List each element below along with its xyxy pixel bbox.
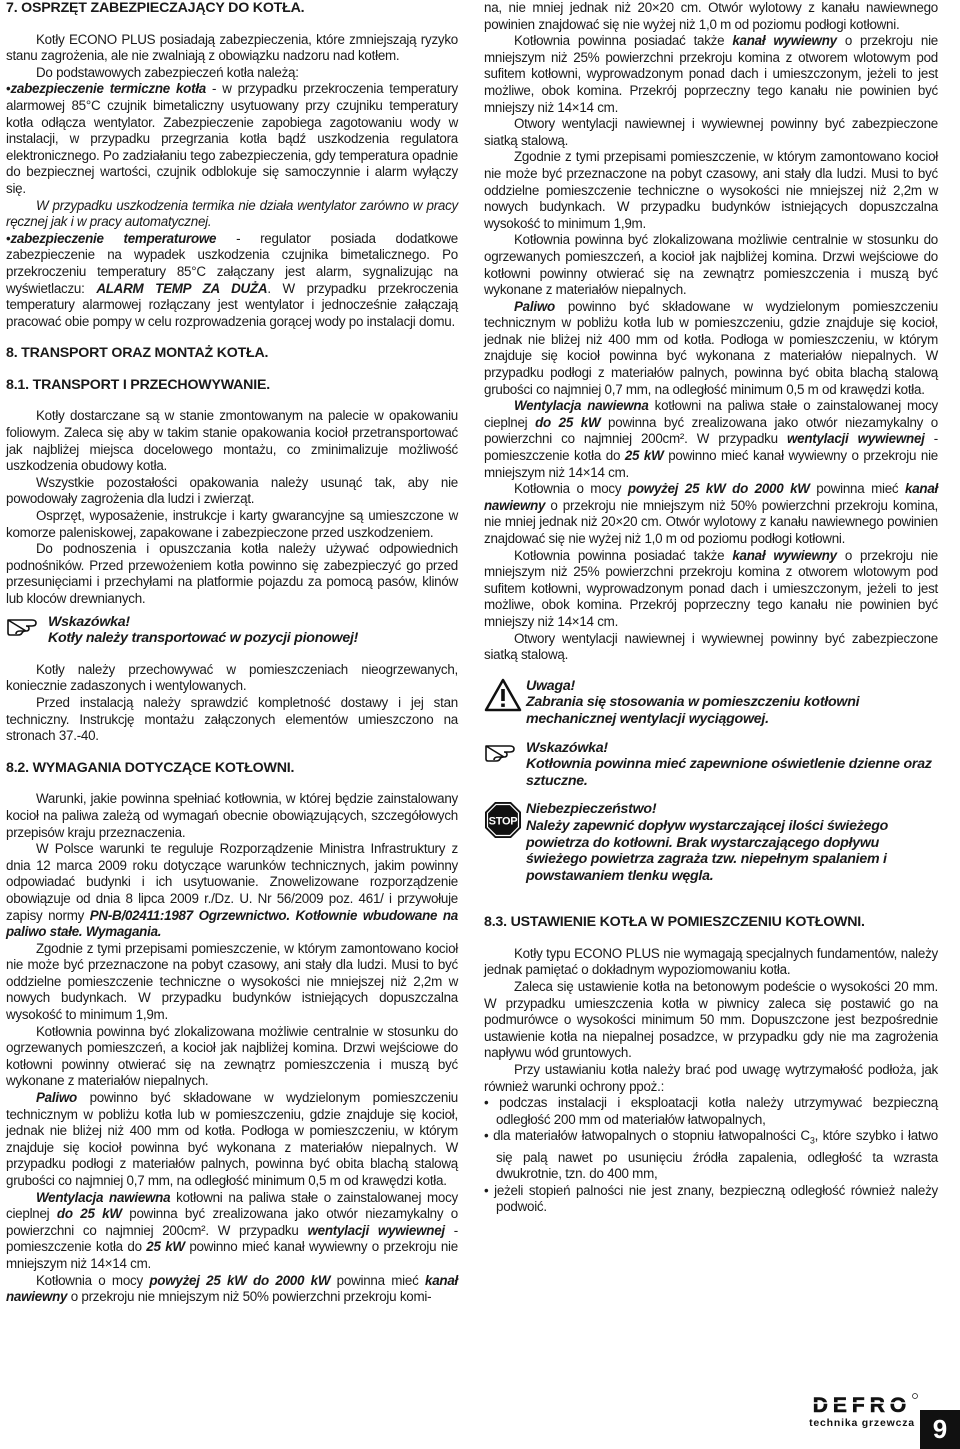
section-8-1-heading: 8.1. TRANSPORT I PRZECHOWYWANIE. bbox=[6, 376, 270, 393]
bold-italic-term: wentylacji wywiewnej bbox=[786, 431, 925, 447]
paragraph-fuel bbox=[484, 299, 938, 399]
bold-italic-term: 25 kW bbox=[624, 448, 664, 464]
tip-title: Wskazówka! bbox=[48, 613, 130, 630]
paragraph-power bbox=[484, 481, 938, 547]
danger-title: Niebezpieczeństwo! bbox=[526, 801, 657, 818]
page-number: 9 bbox=[920, 1410, 960, 1449]
text: powinno być składowane w wydzielonym pomieszczeniu technicznym w pobliżu kotła lub w pomieszczeniu, gdzie znajduje się kocioł, jednak nie bliżej niż 400 mm od kotła. Podłoga w pomieszczeniu, w którym znajduje się kocioł powinna być wykonana z materiałów niepalnych. W przypadku podłogi z materiałów palnych, powinna być obita blachą stalową grubości co najmniej 0,7 mm, na odległość minimum 0,5 m od krawędzi kotła. bbox=[6, 1090, 458, 1188]
paragraph: Kotły typu ECONO PLUS nie wymagają specjalnych fundamentów, należy jednak pamiętać o dokładnym wypoziomowaniu kotła. bbox=[484, 945, 938, 978]
text: o przekroju nie mniejszym niż 50% powierzchni przekroju komina, nie mniej jednak niż 20×20 cm. Otwór wylotowy z kanału nawiewnego powinien znajdować się nie wyżej niż 1,0 m od poziomu podłogi kotłowni. bbox=[484, 497, 938, 546]
left-column bbox=[6, 0, 458, 1306]
bold-italic-term: Wentylacja nawiewna bbox=[514, 398, 649, 414]
paragraph: Kotłownia powinna być zlokalizowana możliwie centralnie w stosunku do ogrzewanych pomieszczeń, a kocioł jak najbliżej komina. Drzwi wejściowe do kotłowni powinny otwierać się na zewnątrz pomieszczenia i muszą być wykonane z materiałów niepalnych. bbox=[484, 232, 938, 298]
tip-title: Wskazówka! bbox=[526, 739, 608, 756]
bold-italic-term: do 25 kW bbox=[56, 1206, 122, 1222]
alarm-message: ALARM TEMP ZA DUŻA bbox=[96, 280, 268, 296]
section-8-3-heading: 8.3. USTAWIENIE KOTŁA W POMIESZCZENIU KOTŁOWNI. bbox=[484, 914, 865, 931]
subscript: 3 bbox=[809, 1136, 815, 1147]
paragraph: Otwory wentylacji nawiewnej i wywiewnej powinny być zabezpieczone siatką stalową. bbox=[484, 630, 938, 663]
paragraph: Do podstawowych zabezpieczeń kotła należą: bbox=[36, 64, 299, 80]
text: powinna mieć bbox=[330, 1272, 425, 1288]
text: - pomieszczenie kotła do bbox=[6, 1222, 458, 1255]
paragraph-power bbox=[6, 1273, 458, 1306]
paragraph-ventilation bbox=[484, 398, 938, 481]
text: o przekroju nie mniejszym niż 50% powierzchni przekroju komi- bbox=[67, 1289, 432, 1305]
paragraph: Do podnoszenia i opuszczania kotła należy używać odpowiednich podnośników. Przed przewożeniem kotła powinno się zabezpieczyć go przed przesunięciami i przechyłami na platformie pojazdu za pomocą pasów, klinów lub kloców drewnianych. bbox=[6, 541, 458, 606]
text: - w przypadku przekroczenia temperatury alarmowej 85°C czujnik bimetaliczny usytuowany przy czujniku temperatury kotła odłącza wentylator. Zabezpieczenie zapobiega zagotowaniu wody w instalacji, w przypadku przegrzania kotła bądź uszkodzenia regulatora elektronicznego. Po zadziałaniu tego zabezpieczenia, gdy temperatura opadnie do bezpiecznej wartości, czujnik odblokuje się samoczynnie i alarm wyłączy się. bbox=[6, 81, 458, 196]
logo-wordmark: DEFRO bbox=[812, 1394, 912, 1417]
bullet-temperature-protection: •zabezpieczenie temperaturowe - regulator posiada dodatkowe zabezpieczenie na wypadek uszkodzenia czujnika bimetalicznego. Po przekroczeniu temperatury 85°C załączany jest alarm, sygnalizując na wyświetlaczu: ALARM TEMP ZA DUŻA. W przypadku przekroczenia temperatury alarmowej rozłączany jest wentylator i jednocześnie załączają pracować obie pompy w celu rozprowadzenia gorącej wody po instalacji domu. bbox=[6, 230, 458, 329]
paragraph-regulation bbox=[6, 841, 458, 941]
paragraph: Wszystkie pozostałości opakowania należy usunąć tak, aby nie powodowały zagrożenia dla ludzi i zwierząt. bbox=[6, 474, 458, 507]
paragraph: Osprzęt, wyposażenie, instrukcje i karty gwarancyjne są umieszczone w komorze paleniskowej, zapakowane i zabezpieczone przed uszkodzeniem. bbox=[6, 508, 458, 540]
paragraph: Kotły należy przechowywać w pomieszczeniach nieogrzewanych, koniecznie zadaszonych i wentylowanych. bbox=[6, 661, 458, 694]
text: powinna być zrealizowana jako otwór niezamykalny o powierzchni co najmniej 200cm². W przypadku bbox=[6, 1206, 459, 1238]
tip-text: Kotłownia powinna mieć zapewnione oświetlenie dzienne oraz sztuczne. bbox=[526, 756, 932, 789]
bold-italic-term: Paliwo bbox=[36, 1090, 77, 1106]
warning-triangle-icon bbox=[484, 678, 522, 712]
section-7-heading: 7. OSPRZĘT ZABEZPIECZAJĄCY DO KOTŁA. bbox=[6, 0, 305, 16]
bold-italic-term: kanał nawiewny bbox=[6, 1272, 458, 1305]
bold-italic-term: kanał wywiewny bbox=[732, 547, 837, 563]
tip-notice-lighting bbox=[484, 740, 938, 790]
pointing-hand-icon bbox=[484, 740, 522, 762]
bold-italic-term: kanał wywiewny bbox=[732, 33, 837, 49]
bold-italic-term: zabezpieczenie temperaturowe bbox=[10, 230, 217, 246]
warning-title: Uwaga! bbox=[526, 677, 575, 694]
paragraph: Kotły ECONO PLUS posiadają zabezpieczenia, które zmniejszają ryzyko stanu zagrożenia, ale nie zwalniają z obowiązku nadzoru nad kotłem. bbox=[6, 31, 458, 64]
bold-italic-term: Wentylacja nawiewna bbox=[36, 1189, 171, 1205]
section-8-heading: 8. TRANSPORT ORAZ MONTAŻ KOTŁA. bbox=[6, 345, 269, 362]
text: . W przypadku przekroczenia temperatury alarmowej rozłączany jest wentylator i jednocześnie załączają pracować obie pompy w celu rozprowadzenia gorącej wody po instalacji domu. bbox=[6, 280, 458, 329]
text: o przekroju nie mniejszym niż 25% powierzchni przekroju komina z otworem wlotowym pod sufitem kotłowni, wyprowadzonym ponad dach i umieszczonym, jeżeli to jest możliwe, obok komina. Przekrój poprzeczny tego kanału nie powinien być mniejszy niż 14×14 cm. bbox=[484, 547, 939, 629]
stop-sign-label: STOP bbox=[488, 815, 518, 828]
text: Kotłownia o mocy bbox=[36, 1272, 150, 1288]
bold-italic-term: powyżej 25 kW do 2000 kW bbox=[149, 1272, 331, 1288]
logo-tagline: technika grzewcza bbox=[809, 1417, 915, 1429]
tip-notice-transport bbox=[6, 614, 458, 647]
paragraph-exhaust bbox=[484, 33, 938, 116]
list-item bbox=[484, 1128, 938, 1182]
list-item: • podczas instalacji i eksploatacji kotła należy utrzymywać bezpieczną odległość 200 mm od materiałów łatwopalnych, bbox=[484, 1095, 938, 1127]
danger-text: Należy zapewnić dopływ wystarczającej ilości świeżego powietrza do kotłowni. Brak wystarczającego dopływu świeżego powietrza zagraża tzw. niepełnym spalaniem i powstawaniem tlenku węgla. bbox=[526, 817, 889, 884]
text: powinna mieć bbox=[809, 481, 905, 497]
text: powinno być składowane w wydzielonym pomieszczeniu technicznym w pobliżu kotła lub w pomieszczeniu, gdzie znajduje się kocioł, jednak nie bliżej niż 400 mm od kotła. Podłoga w pomieszczeniu, w którym znajduje się kocioł powinna być wykonana z materiałów niepalnych. W przypadku podłogi z materiałów palnych, powinna być obita blachą stalową grubości co najmniej 0,7 mm, na odległość minimum 0,5 m od krawędzi kotła. bbox=[484, 298, 938, 397]
paragraph-ventilation bbox=[6, 1190, 458, 1273]
paragraph: Przy ustawianiu kotła należy brać pod uwagę wytrzymałość podłoża, jak również warunki ochrony ppoż.: bbox=[484, 1062, 938, 1094]
danger-notice bbox=[484, 801, 938, 884]
warning-notice bbox=[484, 678, 938, 728]
paragraph: Otwory wentylacji nawiewnej i wywiewnej powinny być zabezpieczone siatką stalową. bbox=[484, 116, 938, 148]
paragraph-fuel bbox=[6, 1090, 458, 1190]
section-8-2-heading: 8.2. WYMAGANIA DOTYCZĄCE KOTŁOWNI. bbox=[6, 759, 295, 776]
bold-italic-term: 25 kW bbox=[146, 1239, 185, 1255]
text: kotłowni na paliwa stałe o zainstalowanej mocy cieplnej bbox=[484, 398, 938, 430]
text: - pomieszczenie kotła do bbox=[484, 431, 938, 464]
text: Kotłownia powinna posiadać także bbox=[514, 547, 733, 563]
italic-note: W przypadku uszkodzenia termika nie działa wentylator zarówno w pracy ręcznej jak i w pracy automatycznej. bbox=[6, 197, 458, 230]
bold-italic-term: do 25 kW bbox=[535, 414, 601, 430]
paragraph: Zaleca się ustawienie kotła na betonowym podeście o wysokości 20 mm. W przypadku umieszczenia kotła w piwnicy zaleca się postawić go na podmurówce o wysokości minimum 50 mm. Dopuszczone jest bezpośrednie ustawienie kotła na niepalnej posadzce, w przypadku gdy nie ma zagrożenia napływu wód gruntowych. bbox=[484, 979, 938, 1061]
paragraph: Zgodnie z tymi przepisami pomieszczenie, w którym zamontowano kocioł nie może być przeznaczone na pobyt czasowy, ani stały dla ludzi. Musi to być oddzielne pomieszczenie techniczne o wysokości nie mniejszej niż 2,2m w nowych budynkach. W przypadku budynków istniejących dopuszczalna wysokość to minimum 1,9m. bbox=[484, 149, 938, 231]
paragraph: Kotły dostarczane są w stanie zmontowanym na palecie w opakowaniu foliowym. Zaleca się aby w takim stanie opakowania kocioł przetransportować jak najbliżej miejsca docelowego montażu, co zminimalizuje możliwość uszkodzenia obudowy kotła. bbox=[6, 408, 458, 474]
stop-sign-icon bbox=[484, 801, 522, 839]
list-item: • jeżeli stopień palności nie jest znany, bezpieczną odległość również należy podwoić. bbox=[484, 1182, 938, 1215]
paragraph-exhaust bbox=[484, 548, 938, 631]
paragraph: na, nie mniej jednak niż 20×20 cm. Otwór wylotowy z kanału nawiewnego powinien znajdować się nie wyżej niż 1,0 m od poziomu podłogi kotłowni. bbox=[484, 0, 938, 32]
text: Kotłownia o mocy bbox=[514, 481, 628, 497]
text: - regulator posiada dodatkowe zabezpieczenie na wypadek uszkodzenia czujnika bimetalicznego. Po przekroczeniu temperatury 85°C załączany jest alarm, sygnalizując na wyświetlaczu: bbox=[6, 230, 458, 296]
pointing-hand-icon bbox=[6, 614, 44, 636]
text: o przekroju nie mniejszym niż 25% powierzchni przekroju komina z otworem wlotowym pod sufitem kotłowni, wyprowadzonym ponad dach i umieszczonym, jeżeli to jest możliwe, obok komina. Przekrój poprzeczny tego kanału nie powinien być mniejszy niż 14×14 cm. bbox=[484, 33, 939, 115]
bold-italic-term: kanał nawiewny bbox=[484, 481, 938, 513]
text: powinno mieć kanał wywiewny o przekroju nie mniejszym niż 14×14 cm. bbox=[484, 448, 938, 480]
text: Kotłownia powinna posiadać także bbox=[514, 33, 733, 49]
defro-logo bbox=[806, 1392, 918, 1430]
tip-text: Kotły należy transportować w pozycji pionowej! bbox=[48, 630, 359, 647]
bold-italic-term: powyżej 25 kW do 2000 kW bbox=[627, 481, 810, 497]
norm-reference: PN-B/02411:1987 Ogrzewnictwo. Kotłownie wbudowane na paliwo stałe. Wymagania. bbox=[6, 907, 459, 940]
bold-italic-term: Paliwo bbox=[514, 298, 555, 314]
paragraph: Kotłownia powinna być zlokalizowana możliwie centralnie w stosunku do ogrzewanych pomieszczeń, a kocioł jak najbliżej komina. Drzwi wejściowe do kotłowni powinny otwierać się na zewnątrz pomieszczenia i muszą być wykonane z materiałów niepalnych. bbox=[6, 1023, 458, 1089]
text: , które szybko i łatwo się palą nawet po usunięciu źródła zapalenia, odległość ta wzrasta dwukrotnie, tzn. do 400 mm, bbox=[496, 1128, 938, 1182]
bold-italic-term: wentylacji wywiewnej bbox=[307, 1222, 445, 1238]
text: W Polsce warunki te reguluje Rozporządzenie Ministra Infrastruktury z dnia 12 marca 2009 roku dotyczące warunków technicznych, jakim powinny odpowiadać budynki i ich usytuowanie. Znowelizowane rozporządzenie obowiązuje od dnia 8 lipca 2009 r./Dz. U. Nr 56/2009 poz. 461/ i przywołuje zapisy normy bbox=[6, 841, 458, 923]
bullet-thermal-protection: •zabezpieczenie termiczne kotła - w przypadku przekroczenia temperatury alarmowej 85°C czujnik bimetaliczny usytuowany przy czujniku temperatury kotła odłącza wentylator. Zabezpieczenie zapobiega zagotowaniu wody w instalacji, w przypadku przegrzania kotła bądź uszkodzenia regulatora elektronicznego. Po zadziałaniu tego zabezpieczenia, gdy temperatura opadnie do bezpiecznej wartości, czujnik odblokuje się samoczynnie i alarm wyłączy się. bbox=[6, 81, 458, 196]
text: powinno mieć kanał wywiewny o przekroju nie mniejszym niż 14×14 cm. bbox=[6, 1239, 458, 1271]
paragraph: Przed instalacją należy sprawdzić kompletność dostawy i jej stan techniczny. Instrukcję montażu załączonych elementów umieszczono na stronach 37.-40. bbox=[6, 694, 458, 744]
bold-italic-term: zabezpieczenie termiczne kotła bbox=[10, 81, 206, 97]
text: powinna być zrealizowana jako otwór niezamykalny o powierzchni co najmniej 200cm². W przypadku bbox=[484, 414, 938, 447]
text: kotłowni na paliwa stałe o zainstalowanej mocy cieplnej bbox=[6, 1189, 458, 1222]
paragraph: Warunki, jakie powinna spełniać kotłownia, w której będzie zainstalowany kocioł na paliwa zależą od wymagań obecnie obowiązujących, szczegółowych przepisów kraju przeznaczenia. bbox=[6, 791, 458, 840]
text: • dla materiałów łatwopalnych o stopniu łatwopalności C bbox=[484, 1128, 810, 1144]
right-column bbox=[484, 0, 938, 1216]
warning-text: Zabrania się stosowania w pomieszczeniu kotłowni mechanicznej wentylacji wyciągowej. bbox=[526, 694, 860, 727]
paragraph: Zgodnie z tymi przepisami pomieszczenie, w którym zamontowano kocioł nie może być przeznaczone na pobyt czasowy, ani stały dla ludzi. Musi to być oddzielne pomieszczenie techniczne o wysokości nie mniejszej niż 2,2m w nowych budynkach. W przypadku budynków istniejących dopuszczalna wysokość to minimum 1,9m. bbox=[6, 940, 458, 1023]
